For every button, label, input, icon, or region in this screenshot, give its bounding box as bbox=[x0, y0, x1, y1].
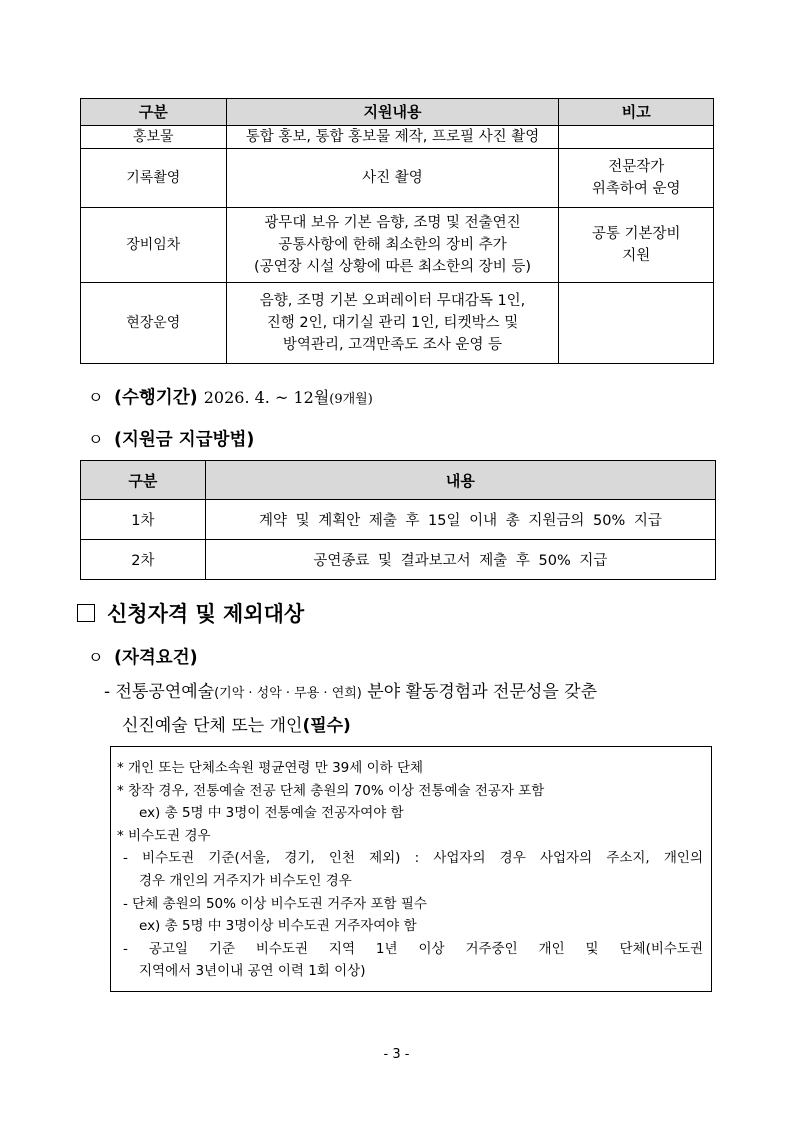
row-content bbox=[226, 283, 559, 364]
genre-list: (기악 · 성악 · 무용 · 연희) bbox=[214, 686, 362, 701]
note-line: 공통 기본장비 bbox=[591, 226, 681, 242]
table-header-row bbox=[81, 461, 716, 500]
description-line bbox=[104, 710, 724, 742]
row-note bbox=[559, 126, 714, 149]
note-item: * 창작 경우, 전통예술 전공 단체 총원의 70% 이상 전통예술 전공자 포함 bbox=[117, 782, 545, 799]
row-category: 홍보물 bbox=[81, 126, 227, 149]
page-number: - 3 - bbox=[383, 1047, 410, 1062]
content-line: 광무대 보유 기본 음향, 조명 및 전출연진 bbox=[264, 215, 521, 231]
table-row bbox=[81, 208, 714, 283]
content-line: (공연장 시설 상황에 따른 최소한의 장비 등) bbox=[253, 259, 532, 275]
note-item: - 단체 총원의 50% 이상 비수도권 거주자 포함 필수 bbox=[123, 895, 427, 912]
payment-heading bbox=[88, 426, 254, 451]
qualification-heading bbox=[88, 644, 198, 669]
header-content: 지원내용 bbox=[226, 99, 559, 126]
description-text: - 전통공연예술 bbox=[104, 682, 215, 702]
payment-stage: 2차 bbox=[81, 540, 206, 580]
qualification-label: (자격요건) bbox=[114, 648, 198, 668]
row-note bbox=[559, 208, 714, 283]
header-stage: 구분 bbox=[81, 461, 206, 500]
row-content: 사진 촬영 bbox=[226, 149, 559, 208]
payment-content: 계약 및 계획안 제출 후 15일 이내 총 지원금의 50% 지급 bbox=[205, 500, 715, 540]
content-line: 공통사항에 한해 최소한의 장비 추가 bbox=[278, 237, 507, 253]
header-content: 내용 bbox=[205, 461, 715, 500]
payment-label: (지원금 지급방법) bbox=[114, 430, 255, 450]
note-item: ex) 총 5명 中 3명이상 비수도권 거주자여야 함 bbox=[139, 918, 417, 935]
note-item: * 비수도권 경우 bbox=[117, 827, 211, 844]
payment-table bbox=[80, 460, 716, 580]
table-row bbox=[81, 540, 716, 580]
content-line: 방역관리, 고객만족도 조사 운영 등 bbox=[282, 337, 503, 353]
header-category: 구분 bbox=[81, 99, 227, 126]
table-header-row bbox=[81, 99, 714, 126]
row-note bbox=[559, 149, 714, 208]
content-line: 음향, 조명 기본 오퍼레이터 무대감독 1인, bbox=[259, 293, 526, 309]
period-suffix: (9개월) bbox=[329, 392, 373, 407]
note-item: - 공고일 기준 비수도권 지역 1년 이상 거주중인 개인 및 단체(비수도권 bbox=[123, 940, 703, 957]
table-row bbox=[81, 500, 716, 540]
table-row bbox=[81, 149, 714, 208]
description-text: 신진예술 단체 또는 개인 bbox=[122, 716, 303, 736]
note-line: 전문작가 bbox=[608, 159, 665, 175]
row-category: 장비임차 bbox=[81, 208, 227, 283]
checkbox-square-icon bbox=[77, 604, 95, 622]
period-value: 2026. 4. ~ 12월 bbox=[203, 388, 330, 407]
row-content: 통합 홍보, 통합 홍보물 제작, 프로필 사진 촬영 bbox=[226, 126, 559, 149]
note-item: 경우 개인의 거주지가 비수도인 경우 bbox=[139, 872, 352, 889]
bullet-marker: ㅇ bbox=[88, 430, 104, 449]
note-item: * 개인 또는 단체소속원 평균연령 만 39세 이하 단체 bbox=[117, 760, 424, 776]
row-content bbox=[226, 208, 559, 283]
header-note: 비고 bbox=[559, 99, 714, 126]
qualification-description bbox=[104, 676, 724, 742]
section-title: 신청자격 및 제외대상 bbox=[107, 602, 305, 626]
note-line: 지원 bbox=[622, 248, 651, 264]
period-line bbox=[88, 384, 373, 409]
content-line: 진행 2인, 대기실 관리 1인, 티켓박스 및 bbox=[266, 315, 519, 331]
note-line: 위촉하여 운영 bbox=[591, 181, 681, 197]
description-line bbox=[104, 676, 724, 710]
period-label: (수행기간) bbox=[114, 388, 198, 408]
required-mark: (필수) bbox=[302, 716, 351, 736]
section-heading bbox=[77, 598, 304, 628]
notes-box bbox=[110, 746, 712, 992]
support-table bbox=[80, 98, 714, 364]
table-row bbox=[81, 126, 714, 149]
row-note bbox=[559, 283, 714, 364]
table-row bbox=[81, 283, 714, 364]
payment-content: 공연종료 및 결과보고서 제출 후 50% 지급 bbox=[205, 540, 715, 580]
note-item: ex) 총 5명 中 3명이 전통예술 전공자여야 함 bbox=[139, 805, 404, 822]
row-category: 기록촬영 bbox=[81, 149, 227, 208]
payment-stage: 1차 bbox=[81, 500, 206, 540]
note-item: 지역에서 3년이내 공연 이력 1회 이상) bbox=[139, 963, 366, 980]
description-text: 분야 활동경험과 전문성을 갖춘 bbox=[361, 682, 597, 702]
row-category: 현장운영 bbox=[81, 283, 227, 364]
bullet-marker: ㅇ bbox=[88, 388, 104, 407]
note-item: - 비수도권 기준(서울, 경기, 인천 제외) : 사업자의 경우 사업자의 주소지, 개인의 bbox=[123, 850, 703, 867]
bullet-marker: ㅇ bbox=[88, 648, 104, 667]
